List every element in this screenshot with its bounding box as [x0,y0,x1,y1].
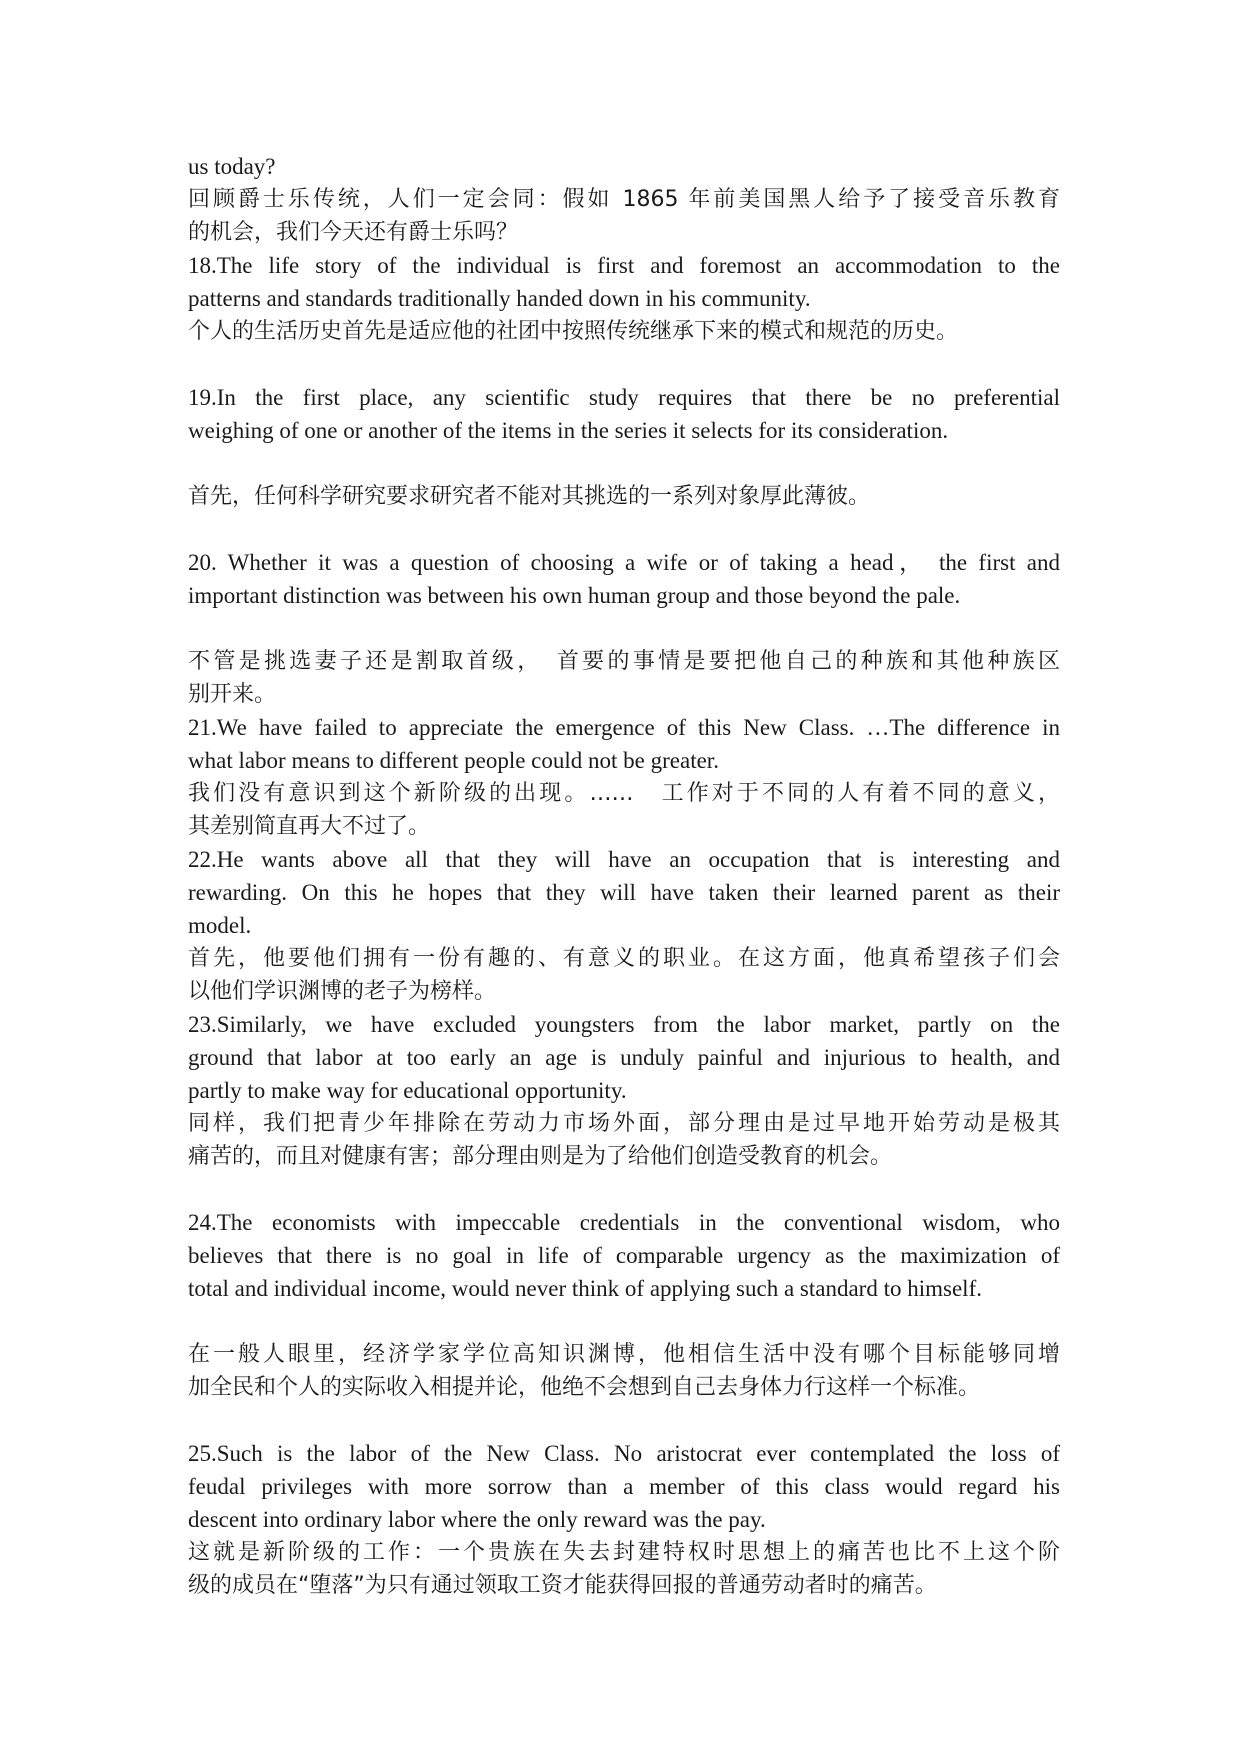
english-text-line: 18.The life story of the individual is first and foremost an accommodation to the [188,253,1060,278]
paragraph [188,645,1060,711]
english-text-line: patterns and standards traditionally handed down in his community. [188,286,811,311]
english-text-line: 20. Whether it was a question of choosing a wife or of taking a head， the first and [188,550,1060,575]
english-text-line: 21.We have failed to appreciate the emergence of this New Class. …The difference in [188,715,1060,740]
chinese-text-line: 痛苦的，而且对健康有害；部分理由则是为了给他们创造受教育的机会。 [188,1144,893,1169]
paragraph-spacer [188,513,1060,546]
english-text-line: partly to make way for educational opportunity. [188,1078,627,1103]
english-text-line: ground that labor at too early an age is unduly painful and injurious to health, and [188,1045,1060,1070]
chinese-text-line: 级的成员在“堕落”为只有通过领取工资才能获得回报的普通劳动者时的痛苦。 [188,1573,937,1598]
paragraph [188,150,1060,249]
english-text-line: weighing of one or another of the items in the series it selects for its consideration. [188,418,949,443]
chinese-text-line: 别开来。 [188,682,277,707]
paragraph [188,480,1060,513]
english-text-line: feudal privileges with more sorrow than a member of this class would regard his [188,1474,1060,1499]
paragraph [188,1008,1060,1173]
paragraph [188,381,1060,447]
chinese-text-line: 在一般人眼里，经济学家学位高知识渊博，他相信生活中没有哪个目标能够同增 [188,1342,1060,1367]
english-text-line: 24.The economists with impeccable credentials in the conventional wisdom, who [188,1210,1060,1235]
english-text-line: 25.Such is the labor of the New Class. No aristocrat ever contemplated the loss of [188,1441,1060,1466]
document-body [188,150,1060,1602]
english-text-line: model. [188,913,252,938]
english-text-line: important distinction was between his own human group and those beyond the pale. [188,583,961,608]
chinese-text-line: 以他们学识渊博的老子为榜样。 [188,979,497,1004]
chinese-text-line: 首先，他要他们拥有一份有趣的、有意义的职业。在这方面，他真希望孩子们会 [188,946,1060,971]
paragraph [188,843,1060,1008]
paragraph [188,1206,1060,1305]
chinese-text-line: 首先，任何科学研究要求研究者不能对其挑选的一系列对象厚此薄彼。 [188,484,871,509]
english-text-line: us today? [188,154,276,179]
paragraph-spacer [188,447,1060,480]
english-text-line: total and individual income, would never think of applying such a standard to himself. [188,1276,982,1301]
chinese-text-line: 其差别简直再大不过了。 [188,814,431,839]
paragraph-spacer [188,1305,1060,1338]
paragraph-spacer [188,1173,1060,1206]
paragraph-spacer [188,348,1060,381]
chinese-text-line: 加全民和个人的实际收入相提并论，他绝不会想到自己去身体力行这样一个标准。 [188,1375,981,1400]
english-text-line: 22.He wants above all that they will have an occupation that is interesting and [188,847,1060,872]
chinese-text-line: 同样，我们把青少年排除在劳动力市场外面，部分理由是过早地开始劳动是极其 [188,1111,1060,1136]
paragraph [188,1338,1060,1404]
english-text-line: rewarding. On this he hopes that they will have taken their learned parent as their [188,880,1060,905]
chinese-text-line: 不管是挑选妻子还是割取首级， 首要的事情是要把他自己的种族和其他种族区 [188,649,1060,674]
paragraph [188,249,1060,348]
chinese-text-line: 个人的生活历史首先是适应他的社团中按照传统继承下来的模式和规范的历史。 [188,319,959,344]
english-text-line: descent into ordinary labor where the only reward was the pay. [188,1507,766,1532]
chinese-text-line: 我们没有意识到这个新阶级的出现。…… 工作对于不同的人有着不同的意义， [188,781,1060,806]
paragraph-spacer [188,612,1060,645]
chinese-text-line: 这就是新阶级的工作：一个贵族在失去封建特权时思想上的痛苦也比不上这个阶 [188,1540,1060,1565]
paragraph-spacer [188,1404,1060,1437]
paragraph [188,1437,1060,1602]
chinese-text-line: 回顾爵士乐传统，人们一定会同：假如 1865 年前美国黑人给予了接受音乐教育 [188,187,1060,212]
paragraph [188,711,1060,843]
chinese-text-line: 的机会，我们今天还有爵士乐吗？ [188,220,519,245]
english-text-line: what labor means to different people could not be greater. [188,748,719,773]
english-text-line: believes that there is no goal in life of comparable urgency as the maximization of [188,1243,1060,1268]
english-text-line: 23.Similarly, we have excluded youngsters from the labor market, partly on the [188,1012,1060,1037]
english-text-line: 19.In the first place, any scientific study requires that there be no preferential [188,385,1060,410]
paragraph [188,546,1060,612]
